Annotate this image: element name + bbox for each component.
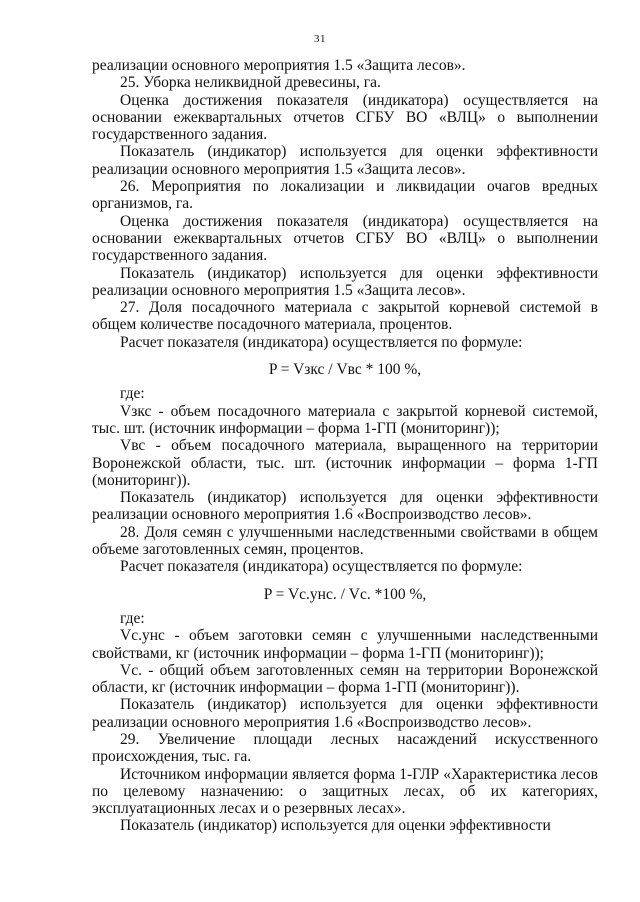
item-heading-27: 27. Доля посадочного материала с закрытой корневой системой в общем количестве посадочного материала, процентов.	[92, 299, 598, 334]
item-heading-25: 25. Уборка неликвидной древесины, га.	[120, 74, 381, 92]
paragraph: Источником информации является форма 1-ГЛР «Характеристика лесов по целевому назначению: о защитных лесах, об их категориях, эксплуатационных лесах и о резервных лесах».	[92, 765, 598, 818]
variable-definition: Vс.унс - объем заготовки семян с улучшенными наследственными свойствами, кг (источник информации – форма 1-ГП (мониторинг));	[92, 627, 598, 662]
paragraph: Показатель (индикатор) используется для оценки эффективности реализации основного мероприятия 1.6 «Воспроизводство лесов».	[92, 489, 598, 524]
paragraph: Оценка достижения показателя (индикатора) осуществляется на основании ежеквартальных отчетов СГБУ ВО «ВЛЦ» о выполнении государственного задания.	[92, 91, 598, 144]
page-number: 31	[314, 33, 326, 45]
variable-definition: Vвс - объем посадочного материала, выращенного на территории Воронежской области, тыс. шт. (источник информации – форма 1-ГП (мониторинг)).	[92, 437, 598, 489]
variable-definition: Vзкс - объем посадочного материала с закрытой корневой системой, тыс. шт. (источник информации – форма 1-ГП (мониторинг));	[92, 402, 598, 437]
paragraph: Показатель (индикатор) используется для оценки эффективности реализации основного мероприятия 1.6 «Воспроизводство лесов».	[92, 696, 598, 731]
paragraph: Расчет показателя (индикатора) осуществляется по формуле:	[120, 333, 523, 351]
where-label: где:	[120, 385, 145, 403]
paragraph: Показатель (индикатор) используется для оценки эффективности	[120, 817, 551, 835]
paragraph: реализации основного мероприятия 1.5 «Защита лесов».	[92, 57, 466, 74]
where-label: где:	[120, 609, 145, 627]
paragraph: Показатель (индикатор) используется для оценки эффективности реализации основного мероприятия 1.5 «Защита лесов».	[92, 143, 598, 178]
item-heading-28: 28. Доля семян с улучшенными наследственными свойствами в общем объеме заготовленных семян, процентов.	[92, 523, 598, 559]
paragraph: Оценка достижения показателя (индикатора) осуществляется на основании ежеквартальных отчетов СГБУ ВО «ВЛЦ» о выполнении государственного задания.	[92, 212, 598, 265]
paragraph: Показатель (индикатор) используется для оценки эффективности реализации основного мероприятия 1.5 «Защита лесов».	[92, 264, 598, 299]
paragraph: Расчет показателя (индикатора) осуществляется по формуле:	[120, 558, 523, 576]
item-heading-26: 26. Мероприятия по локализации и ликвидации очагов вредных организмов, га.	[92, 178, 598, 213]
formula: P = Vс.унс. / Vс. *100 %,	[263, 585, 427, 603]
item-heading-29: 29. Увеличение площади лесных насаждений искусственного происхождения, тыс. га.	[92, 730, 598, 766]
variable-definition: Vс. - общий объем заготовленных семян на территории Воронежской области, кг (источник информации – форма 1-ГП (мониторинг)).	[92, 661, 598, 697]
document-body	[92, 57, 598, 835]
formula: P = Vзкс / Vвс * 100 %,	[268, 361, 422, 379]
